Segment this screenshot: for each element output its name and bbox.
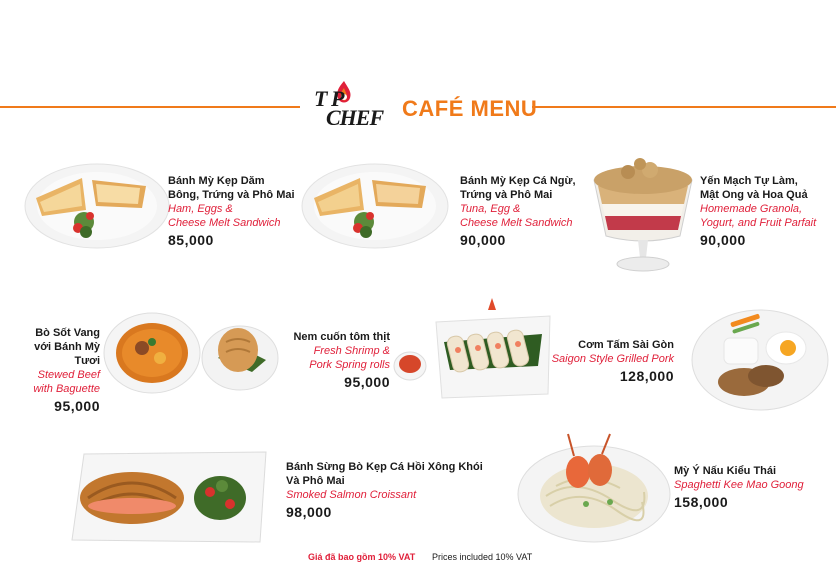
item-vn-name: Bánh Mỳ Kẹp Dăm Bông, Trứng và Phô Mai xyxy=(168,175,295,201)
menu-item-salmon-croissant xyxy=(286,460,483,519)
item-vn-line: Và Phô Mai xyxy=(286,475,345,487)
item-price: 158,000 xyxy=(674,494,729,510)
granola-parfait-image xyxy=(588,150,698,280)
menu-item-spaghetti xyxy=(674,464,804,509)
item-vn-line: với Bánh Mỳ Tươi xyxy=(34,341,100,367)
top-chef-logo xyxy=(308,86,392,132)
item-en-line: Fresh Shrimp & xyxy=(313,345,390,357)
item-price: 95,000 xyxy=(344,374,390,390)
vat-note-en: Prices included 10% VAT xyxy=(432,552,533,562)
tuna-sandwich-image xyxy=(300,158,450,250)
item-price: 90,000 xyxy=(700,232,746,248)
item-en-line: Smoked Salmon Croissant xyxy=(286,489,417,501)
vat-note-vn: Giá đã bao gồm 10% VAT xyxy=(308,552,416,562)
item-en-line: Cheese Melt Sandwich xyxy=(168,217,281,229)
item-vn-name: Nem cuốn tôm thịt xyxy=(293,331,390,343)
header-line-left xyxy=(0,106,300,108)
item-en-line: with Baguette xyxy=(33,383,100,395)
item-price: 90,000 xyxy=(460,232,506,248)
menu-item-spring-rolls xyxy=(290,330,390,389)
page-title: CAFÉ MENU xyxy=(402,96,538,121)
item-vn-line: Bò Sốt Vang xyxy=(35,327,100,339)
menu-item-stewed-beef xyxy=(8,326,100,413)
item-vn-name: Bánh Mỳ Kẹp Cá Ngừ, Trứng và Phô Mai xyxy=(460,175,576,201)
header-line-right xyxy=(532,106,836,108)
item-en-line: Tuna, Egg & xyxy=(460,203,521,215)
menu-item-granola-parfait xyxy=(700,174,816,247)
salmon-croissant-image xyxy=(70,448,270,546)
stewed-beef-image xyxy=(102,310,280,396)
menu-item-com-tam xyxy=(548,338,674,383)
item-en-line: Stewed Beef xyxy=(37,369,100,381)
item-price: 85,000 xyxy=(168,232,214,248)
menu-item-tuna-sandwich xyxy=(460,174,590,247)
item-vn-line: Mật Ong và Hoa Quả xyxy=(700,189,808,201)
menu-item-ham-sandwich xyxy=(168,174,298,247)
item-vn-line: Bánh Sừng Bò Kẹp Cá Hồi Xông Khói xyxy=(286,461,483,473)
item-price: 95,000 xyxy=(54,398,100,414)
item-en-line: Spaghetti Kee Mao Goong xyxy=(674,479,804,491)
com-tam-image xyxy=(690,304,830,412)
item-vn-name: Mỳ Ý Nấu Kiểu Thái xyxy=(674,465,777,477)
spaghetti-image xyxy=(516,430,672,544)
item-en-line: Cheese Melt Sandwich xyxy=(460,217,573,229)
logo-chef-text: CHEF xyxy=(326,105,384,130)
item-en-line: Pork Spring rolls xyxy=(309,359,390,371)
item-en-line: Ham, Eggs & xyxy=(168,203,233,215)
item-en-line: Homemade Granola, xyxy=(700,203,803,215)
item-vn-line: Yến Mạch Tự Làm, xyxy=(700,175,798,187)
item-en-line: Saigon Style Grilled Pork xyxy=(551,353,674,365)
item-en-line: Yogurt, and Fruit Parfait xyxy=(700,217,817,229)
item-price: 128,000 xyxy=(619,368,674,384)
logo-top-text: T P xyxy=(314,86,344,111)
spring-rolls-image xyxy=(392,296,552,400)
item-price: 98,000 xyxy=(286,504,332,520)
ham-sandwich-image xyxy=(24,158,170,250)
item-vn-name: Cơm Tấm Sài Gòn xyxy=(578,339,674,351)
